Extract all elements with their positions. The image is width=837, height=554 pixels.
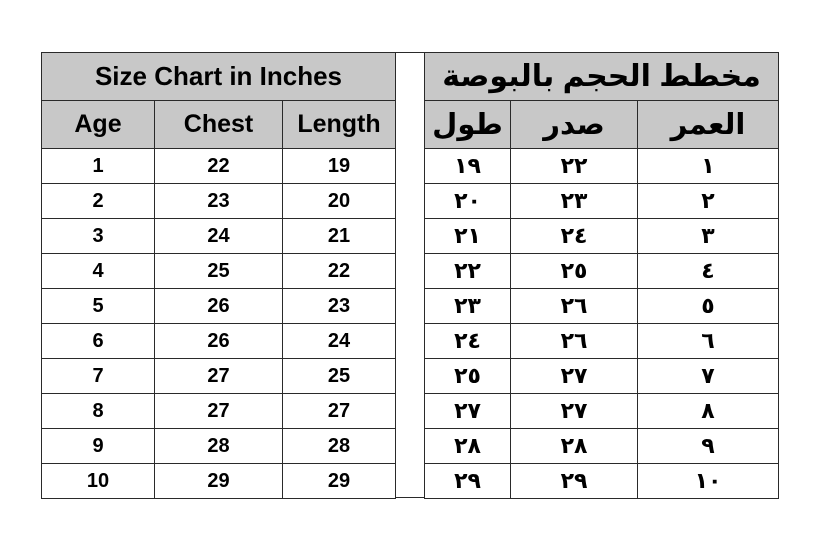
table-row-arabic <box>425 394 779 429</box>
length-cell-arabic: ٢٤ <box>425 324 511 359</box>
length-cell-arabic: ٢٢ <box>425 254 511 289</box>
table-row-arabic <box>425 429 779 464</box>
length-cell: 25 <box>283 359 396 394</box>
length-cell-arabic: ١٩ <box>425 149 511 184</box>
chest-cell-arabic: ٢٥ <box>511 254 638 289</box>
chest-cell-arabic: ٢٦ <box>511 324 638 359</box>
length-cell-arabic: ٢١ <box>425 219 511 254</box>
age-cell: 8 <box>42 394 155 429</box>
length-cell-arabic: ٢٠ <box>425 184 511 219</box>
chest-cell: 29 <box>155 464 283 499</box>
size-chart-table-arabic <box>424 52 779 499</box>
table-row-arabic <box>425 254 779 289</box>
size-chart-table-english <box>41 52 396 499</box>
length-cell: 23 <box>283 289 396 324</box>
age-cell-arabic: ١٠ <box>638 464 779 499</box>
table-row <box>42 359 396 394</box>
column-header-age: Age <box>42 101 155 149</box>
chest-cell: 27 <box>155 359 283 394</box>
length-cell: 19 <box>283 149 396 184</box>
age-cell-arabic: ٣ <box>638 219 779 254</box>
table-row <box>42 394 396 429</box>
age-cell-arabic: ٧ <box>638 359 779 394</box>
table-title-arabic: مخطط الحجم بالبوصة <box>425 53 779 101</box>
length-cell: 28 <box>283 429 396 464</box>
chest-cell-arabic: ٢٧ <box>511 394 638 429</box>
age-cell-arabic: ١ <box>638 149 779 184</box>
table-row <box>42 219 396 254</box>
header-row-arabic <box>425 101 779 149</box>
table-row-arabic <box>425 289 779 324</box>
age-cell: 9 <box>42 429 155 464</box>
chest-cell: 24 <box>155 219 283 254</box>
chest-cell-arabic: ٢٢ <box>511 149 638 184</box>
table-row-arabic <box>425 184 779 219</box>
column-header-chest-arabic: صدر <box>511 101 638 149</box>
length-cell-arabic: ٢٧ <box>425 394 511 429</box>
age-cell: 6 <box>42 324 155 359</box>
column-header-age-arabic: العمر <box>638 101 779 149</box>
age-cell-arabic: ٢ <box>638 184 779 219</box>
age-cell: 3 <box>42 219 155 254</box>
table-row-arabic <box>425 464 779 499</box>
chest-cell: 27 <box>155 394 283 429</box>
column-header-length-arabic: طول <box>425 101 511 149</box>
chest-cell: 28 <box>155 429 283 464</box>
table-row <box>42 429 396 464</box>
chest-cell-arabic: ٢٩ <box>511 464 638 499</box>
age-cell-arabic: ٥ <box>638 289 779 324</box>
age-cell: 7 <box>42 359 155 394</box>
column-header-chest: Chest <box>155 101 283 149</box>
age-cell-arabic: ٤ <box>638 254 779 289</box>
length-cell: 21 <box>283 219 396 254</box>
length-cell-arabic: ٢٨ <box>425 429 511 464</box>
table-row-arabic <box>425 359 779 394</box>
chest-cell: 26 <box>155 289 283 324</box>
length-cell-arabic: ٢٩ <box>425 464 511 499</box>
age-cell: 10 <box>42 464 155 499</box>
age-cell-arabic: ٦ <box>638 324 779 359</box>
header-row <box>42 101 396 149</box>
table-row <box>42 149 396 184</box>
column-header-length: Length <box>283 101 396 149</box>
chest-cell: 25 <box>155 254 283 289</box>
table-title: Size Chart in Inches <box>42 53 396 101</box>
table-row-arabic <box>425 219 779 254</box>
length-cell: 22 <box>283 254 396 289</box>
table-separator <box>395 52 424 498</box>
length-cell: 24 <box>283 324 396 359</box>
table-row-arabic <box>425 324 779 359</box>
length-cell: 27 <box>283 394 396 429</box>
length-cell-arabic: ٢٣ <box>425 289 511 324</box>
table-row <box>42 289 396 324</box>
table-row-arabic <box>425 149 779 184</box>
table-row <box>42 324 396 359</box>
chest-cell: 26 <box>155 324 283 359</box>
age-cell-arabic: ٩ <box>638 429 779 464</box>
chest-cell-arabic: ٢٣ <box>511 184 638 219</box>
chest-cell-arabic: ٢٦ <box>511 289 638 324</box>
table-row <box>42 184 396 219</box>
chest-cell-arabic: ٢٧ <box>511 359 638 394</box>
length-cell: 29 <box>283 464 396 499</box>
table-row <box>42 254 396 289</box>
age-cell: 4 <box>42 254 155 289</box>
chest-cell: 22 <box>155 149 283 184</box>
chest-cell-arabic: ٢٨ <box>511 429 638 464</box>
length-cell: 20 <box>283 184 396 219</box>
age-cell: 2 <box>42 184 155 219</box>
table-row <box>42 464 396 499</box>
age-cell: 5 <box>42 289 155 324</box>
age-cell-arabic: ٨ <box>638 394 779 429</box>
length-cell-arabic: ٢٥ <box>425 359 511 394</box>
chest-cell-arabic: ٢٤ <box>511 219 638 254</box>
chest-cell: 23 <box>155 184 283 219</box>
age-cell: 1 <box>42 149 155 184</box>
